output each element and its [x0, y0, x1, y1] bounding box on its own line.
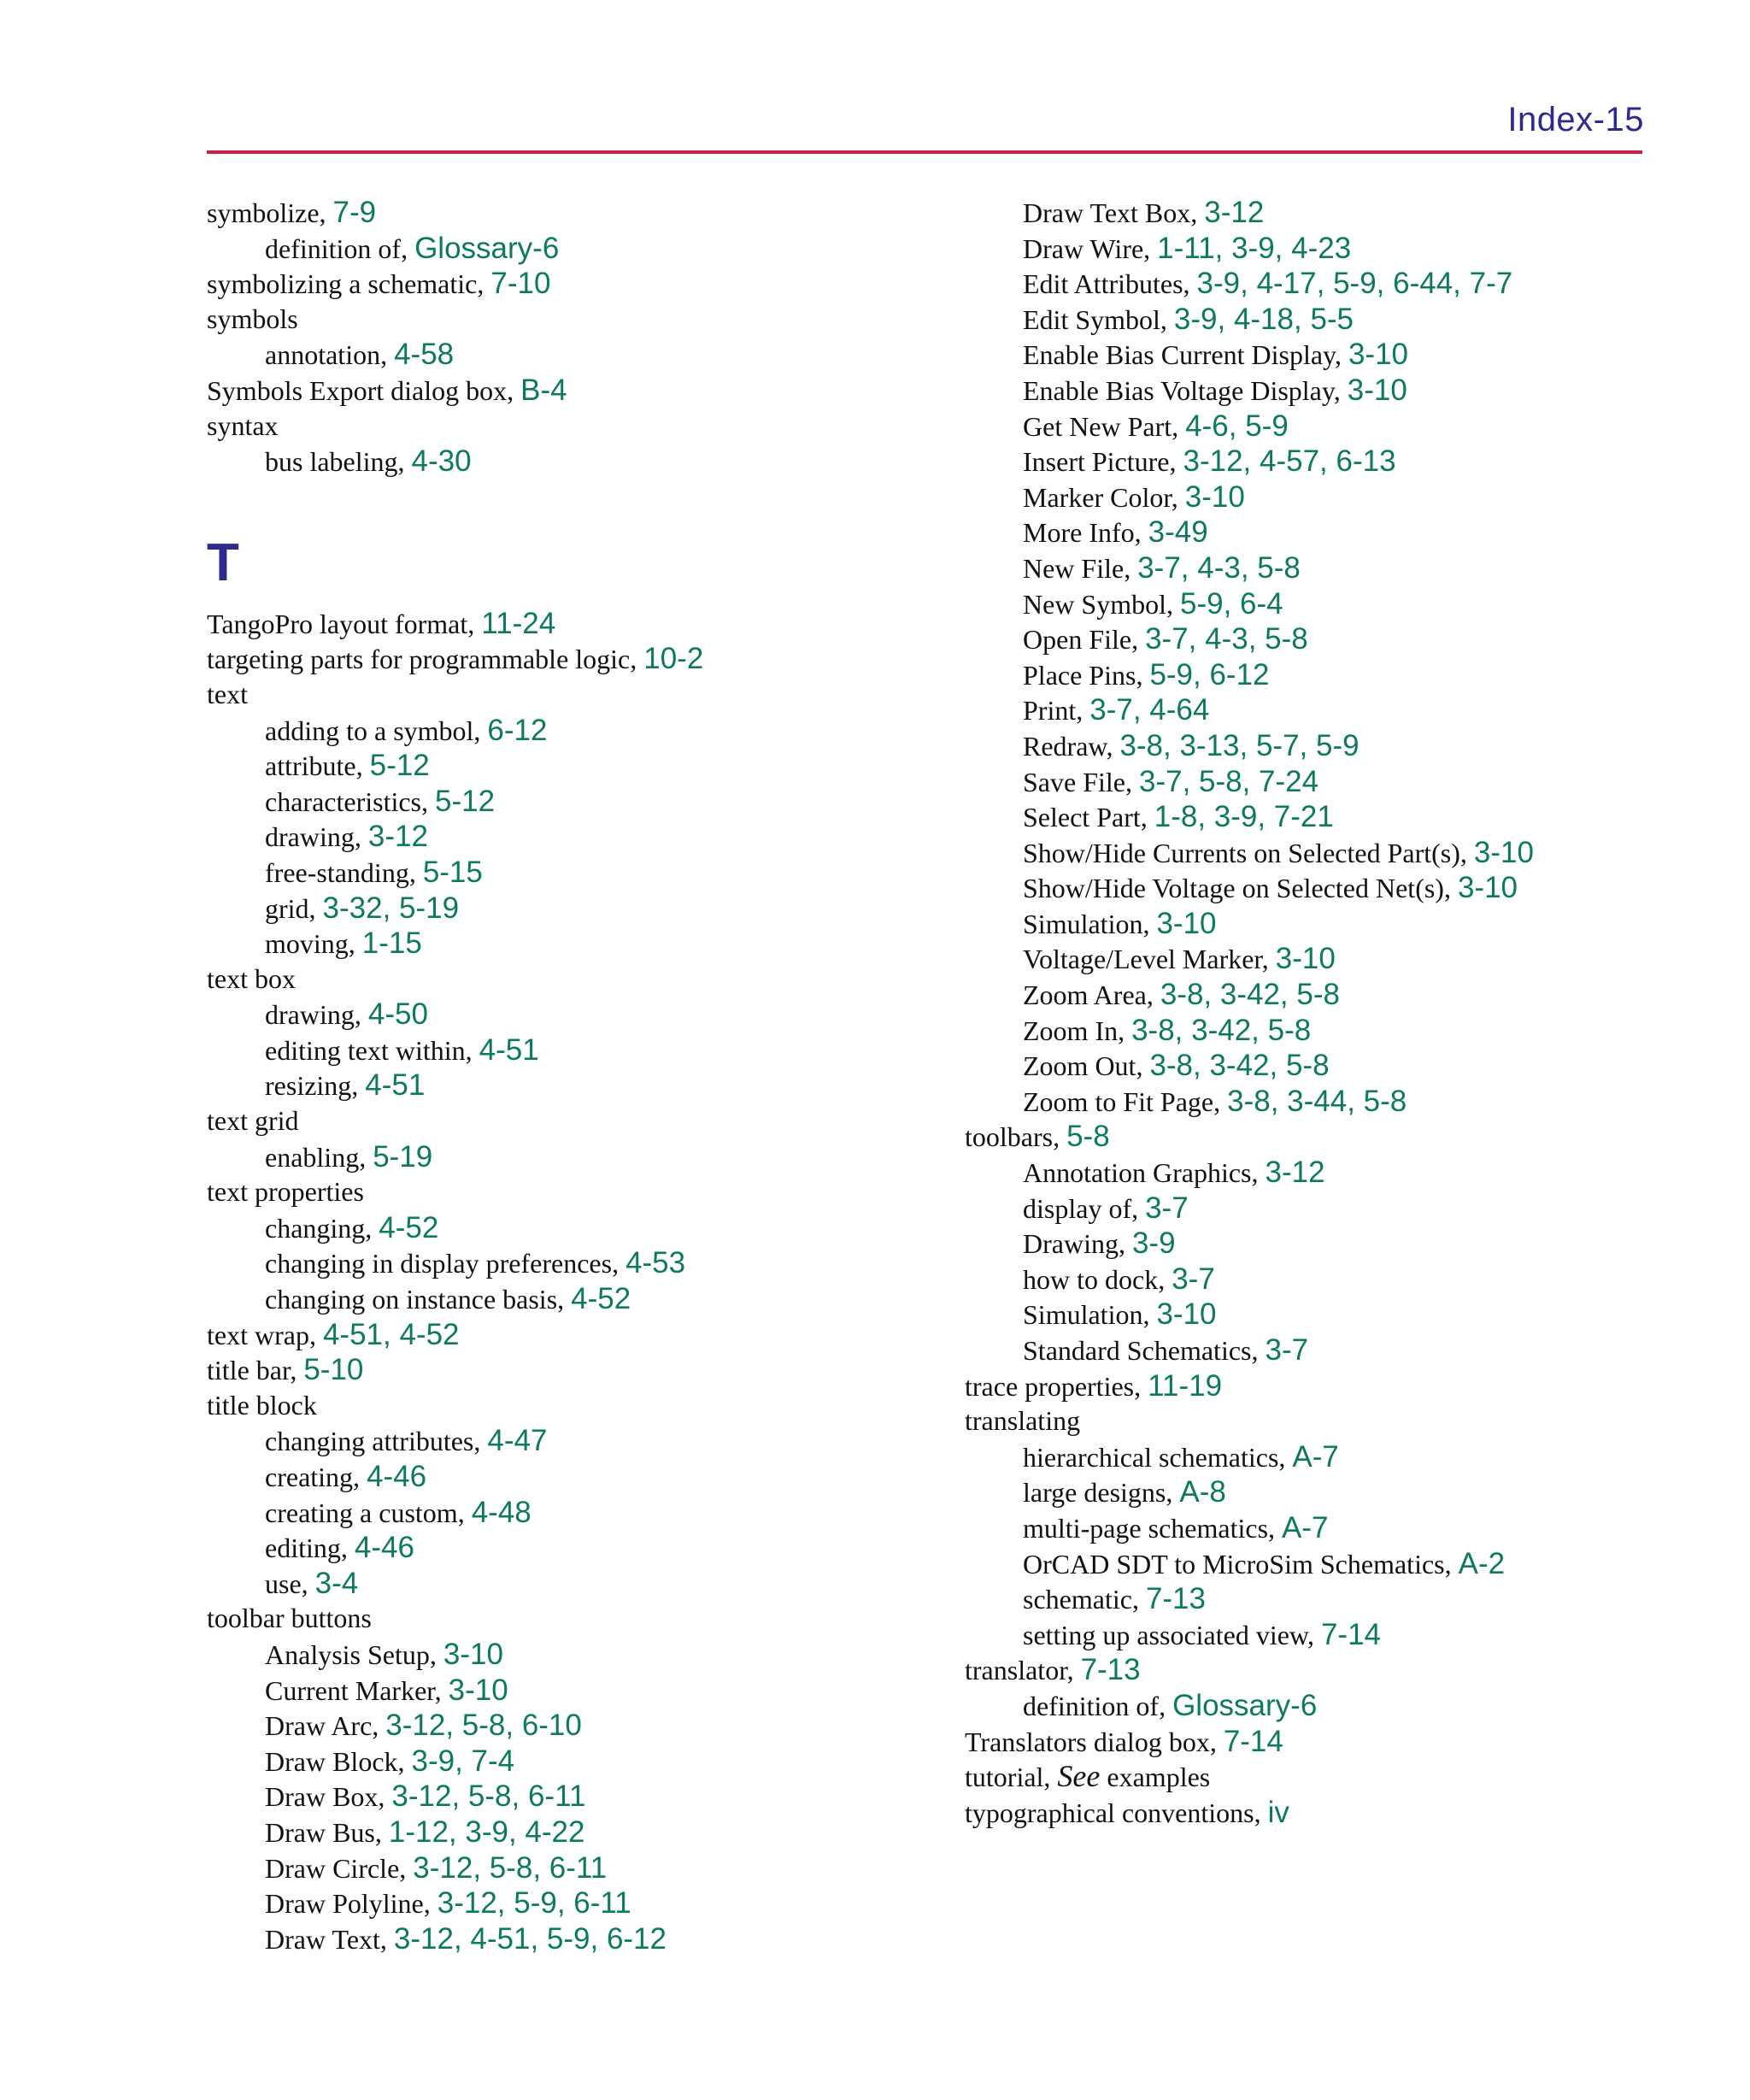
index-subentry [207, 748, 703, 784]
index-term: Zoom In, [1023, 1015, 1132, 1046]
page-reference-link[interactable]: 3-8, 3-42, 5-8 [1149, 1049, 1330, 1083]
index-subentry [207, 1530, 703, 1566]
index-term: Simulation, [1023, 908, 1157, 939]
index-term: symbols [207, 303, 298, 334]
index-term: Analysis Setup, [265, 1638, 443, 1670]
index-term: changing, [265, 1212, 379, 1244]
index-entry [207, 1352, 703, 1388]
index-subentry [965, 1048, 1534, 1084]
page-reference-link[interactable]: 4-53 [625, 1246, 686, 1280]
index-term: creating, [265, 1462, 367, 1492]
index-term: changing in display preferences, [265, 1248, 626, 1279]
index-term: Enable Bias Voltage Display, [1023, 374, 1348, 406]
page-reference-link[interactable]: 4-48 [471, 1495, 531, 1529]
index-term: syntax [207, 409, 279, 441]
index-subentry [965, 870, 1534, 906]
index-subentry [965, 586, 1534, 622]
page-reference-link[interactable]: 3-7 [1265, 1333, 1309, 1367]
page-reference-link[interactable]: 4-46 [367, 1460, 427, 1493]
page-reference-link[interactable]: 3-7, 4-64 [1089, 693, 1210, 727]
index-term: editing, [265, 1532, 355, 1564]
page-reference-link[interactable]: 7-10 [490, 267, 551, 301]
index-entry [207, 1388, 703, 1424]
index-subentry [207, 337, 703, 373]
index-term: Draw Wire, [1023, 232, 1158, 264]
index-subentry [965, 835, 1534, 871]
index-subentry [965, 231, 1534, 267]
page-reference-link[interactable]: 3-7 [1172, 1262, 1215, 1296]
page-reference-link[interactable]: 4-50 [367, 997, 428, 1032]
page-reference-link[interactable]: 3-12 [367, 820, 428, 854]
index-subentry [207, 784, 703, 820]
page-reference-link[interactable]: 11-24 [481, 606, 556, 640]
page-reference-link[interactable]: 4-51 [479, 1032, 539, 1067]
index-term: Enable Bias Current Display, [1023, 339, 1348, 371]
index-term: text [207, 678, 248, 709]
index-term: text box [207, 962, 296, 994]
page-reference-link[interactable]: 3-10 [1348, 338, 1409, 372]
header-rule [207, 150, 1642, 154]
index-subentry [965, 764, 1534, 800]
index-term: TangoPro layout format, [207, 608, 482, 639]
page-reference-link[interactable]: 3-10 [1184, 479, 1245, 514]
index-entry [965, 1759, 1534, 1795]
page-reference-link[interactable]: 4-47 [487, 1424, 548, 1458]
page-reference-link[interactable]: 3-32, 5-19 [322, 891, 460, 925]
index-entry [207, 302, 703, 338]
index-subentry [965, 444, 1534, 479]
index-term: Symbols Export dialog box, [207, 374, 521, 406]
index-term: targeting parts for programmable logic, [207, 644, 644, 675]
index-term: adding to a symbol, [265, 715, 488, 746]
page-reference-link[interactable]: 3-12, 5-8, 6-11 [391, 1779, 586, 1814]
page-reference-link[interactable]: 7-14 [1320, 1617, 1382, 1651]
index-term: toolbar buttons [207, 1603, 372, 1634]
index-entry [207, 195, 703, 231]
index-term: Draw Text Box, [1023, 197, 1205, 228]
page-reference-link[interactable]: A-7 [1292, 1439, 1339, 1474]
index-subentry [965, 941, 1534, 977]
index-term: Draw Circle, [265, 1852, 414, 1884]
index-term: Print, [1023, 695, 1090, 726]
index-subentry [207, 1673, 703, 1709]
page-reference-link[interactable]: A-2 [1458, 1546, 1506, 1580]
index-term: Marker Color, [1023, 481, 1185, 513]
index-term: Draw Bus, [265, 1816, 389, 1848]
index-term: changing on instance basis, [265, 1284, 572, 1315]
index-term: annotation, [265, 339, 395, 371]
page-reference-link[interactable]: 11-19 [1148, 1368, 1223, 1403]
index-term: text grid [207, 1105, 299, 1137]
index-column-right [965, 195, 1534, 1830]
index-entry [207, 677, 703, 713]
index-term: definition of, [1023, 1690, 1173, 1721]
index-term: Current Marker, [265, 1674, 449, 1706]
page-reference-link[interactable]: 4-6, 5-9 [1185, 409, 1289, 443]
index-term: definition of, [265, 232, 415, 264]
index-subentry [965, 266, 1534, 302]
index-term: Place Pins, [1023, 659, 1150, 691]
index-entry [965, 1368, 1534, 1404]
page-reference-link[interactable]: 3-4 [314, 1566, 359, 1600]
index-term: Zoom Area, [1023, 979, 1160, 1011]
page-reference-link[interactable]: 3-7 [1145, 1191, 1189, 1225]
page-reference-link[interactable]: 5-19 [373, 1139, 433, 1174]
index-term: large designs, [1023, 1477, 1180, 1509]
index-subentry [207, 1815, 703, 1850]
page-reference-link[interactable]: 3-12, 4-57, 6-13 [1183, 444, 1396, 479]
page-reference-link[interactable]: 3-10 [1457, 871, 1518, 905]
index-subentry [965, 1191, 1534, 1226]
index-subentry [207, 1921, 703, 1957]
index-subentry [965, 1617, 1534, 1653]
index-term: Voltage/Level Marker, [1023, 944, 1276, 975]
page-reference-link[interactable]: 6-12 [487, 713, 548, 747]
index-entry [965, 1652, 1534, 1688]
index-entry [207, 1317, 703, 1353]
index-subentry [207, 1850, 703, 1886]
index-subentry [965, 1546, 1534, 1582]
index-term: typographical conventions, [965, 1797, 1268, 1828]
index-term: title bar, [207, 1355, 304, 1386]
index-term: Drawing, [1023, 1228, 1132, 1260]
index-term: schematic, [1023, 1584, 1146, 1615]
page-reference-link[interactable]: 3-7, 4-3, 5-8 [1137, 550, 1301, 585]
page-reference-link[interactable]: 4-51, 4-52 [322, 1317, 460, 1351]
index-subentry [965, 1474, 1534, 1510]
page-reference-link[interactable]: 5-12 [435, 784, 496, 818]
page-reference-link[interactable]: 3-12, 4-51, 5-9, 6-12 [393, 1921, 667, 1956]
index-subentry [965, 1439, 1534, 1475]
index-subentry [207, 926, 703, 962]
index-term: display of, [1023, 1192, 1146, 1224]
page-reference-link[interactable]: 7-13 [1145, 1582, 1206, 1616]
page-reference-link[interactable]: A-8 [1179, 1475, 1226, 1509]
index-entry [207, 1174, 703, 1210]
page-reference-link[interactable]: 3-9 [1131, 1226, 1176, 1261]
index-entry [207, 1601, 703, 1637]
index-subentry [965, 515, 1534, 550]
index-term: Draw Polyline, [265, 1888, 438, 1920]
index-entry [207, 962, 703, 997]
index-term: Simulation, [1023, 1299, 1157, 1331]
page-reference-link[interactable]: 4-58 [394, 338, 455, 372]
page-reference-link[interactable]: 4-51 [365, 1068, 426, 1103]
page-reference-link[interactable]: 3-10 [1156, 1297, 1217, 1332]
index-term: bus labeling, [265, 446, 412, 478]
index-term: Draw Text, [265, 1923, 394, 1955]
index-term: Translators dialog box, [965, 1726, 1224, 1757]
page-reference-link[interactable]: 3-7, 4-3, 5-8 [1145, 622, 1308, 656]
page-reference-link[interactable]: 3-9, 4-17, 5-9, 6-44, 7-7 [1196, 267, 1513, 301]
index-subentry [965, 373, 1534, 409]
page-reference-link[interactable]: 3-12 [1265, 1156, 1325, 1190]
index-term: New File, [1023, 552, 1138, 584]
page-reference-link[interactable]: 7-9 [332, 196, 377, 229]
page-reference-link[interactable]: Glossary-6 [1172, 1688, 1318, 1722]
page-reference-link[interactable]: 1-12, 3-9, 4-22 [388, 1815, 585, 1849]
index-subentry [965, 1297, 1534, 1332]
index-subentry [965, 621, 1534, 657]
section-letter: T [207, 532, 239, 592]
index-term: Draw Block, [265, 1745, 412, 1777]
index-subentry [965, 1013, 1534, 1049]
index-subentry [207, 1744, 703, 1779]
page-reference-link[interactable]: 3-10 [1275, 942, 1336, 976]
index-subentry [965, 799, 1534, 835]
index-term: characteristics, [265, 785, 435, 817]
index-term: text wrap, [207, 1319, 323, 1350]
index-term: symbolizing a schematic, [207, 268, 491, 300]
index-entry [965, 1403, 1534, 1439]
index-subentry [965, 728, 1534, 764]
page-reference-link[interactable]: 3-8, 3-42, 5-8 [1160, 978, 1340, 1012]
page-reference-link[interactable]: 5-15 [422, 855, 483, 889]
index-term: New Symbol, [1023, 588, 1180, 620]
index-entry [207, 641, 703, 677]
page-reference-link[interactable]: iv [1267, 1795, 1289, 1829]
index-entry [207, 373, 703, 409]
index-subentry [207, 231, 703, 267]
page-reference-link[interactable]: 7-14 [1223, 1724, 1283, 1758]
index-subentry [965, 1581, 1534, 1617]
index-term: translator, [965, 1655, 1081, 1686]
page-reference-link[interactable]: 7-13 [1080, 1653, 1141, 1687]
index-term: Draw Arc, [265, 1710, 386, 1742]
index-term: attribute, [265, 750, 370, 782]
index-term: drawing, [265, 999, 368, 1031]
index-entry [965, 1724, 1534, 1760]
page-reference-link[interactable]: 3-9, 4-18, 5-5 [1173, 302, 1354, 336]
index-term: Draw Box, [265, 1781, 392, 1813]
index-subentry [207, 444, 703, 479]
index-term: creating a custom, [265, 1497, 472, 1528]
index-term: text properties [207, 1176, 364, 1208]
index-subentry [207, 1423, 703, 1459]
index-term: Open File, [1023, 624, 1146, 656]
page-reference-link[interactable]: 3-12, 5-8, 6-11 [413, 1850, 608, 1885]
index-term: Select Part, [1023, 802, 1154, 833]
index-term: Standard Schematics, [1023, 1335, 1266, 1366]
page-reference-link[interactable]: B-4 [520, 373, 567, 407]
index-term: Zoom to Fit Page, [1023, 1085, 1228, 1117]
index-subentry [965, 302, 1534, 338]
page-reference-link[interactable]: A-7 [1282, 1510, 1329, 1544]
index-subentry [207, 1281, 703, 1317]
page-reference-link[interactable]: 3-10 [1473, 835, 1534, 869]
index-subentry [207, 1779, 703, 1815]
index-subentry [965, 550, 1534, 586]
index-subentry [965, 906, 1534, 942]
page-reference-link[interactable]: 3-10 [443, 1637, 503, 1671]
index-term: multi-page schematics, [1023, 1512, 1283, 1544]
index-column-left [207, 195, 703, 1956]
page-reference-link[interactable]: 5-12 [369, 749, 430, 783]
index-subentry [207, 1210, 703, 1246]
index-subentry [207, 1032, 703, 1068]
index-term: editing text within, [265, 1034, 479, 1066]
index-subentry [207, 1459, 703, 1495]
index-term: enabling, [265, 1141, 373, 1173]
index-subentry [965, 479, 1534, 515]
page-reference-link[interactable]: 1-8, 3-9, 7-21 [1154, 800, 1334, 834]
page-reference-link[interactable]: 4-52 [379, 1210, 439, 1244]
index-subentry [207, 1495, 703, 1531]
page-reference-link[interactable]: 3-10 [1347, 373, 1407, 407]
page-reference-link[interactable]: 4-46 [354, 1531, 414, 1565]
index-subentry [965, 337, 1534, 373]
index-subentry [965, 1262, 1534, 1297]
index-term: symbolize, [207, 197, 333, 228]
index-entry [965, 1119, 1534, 1155]
index-subentry [965, 409, 1534, 444]
index-term: title block [207, 1389, 317, 1421]
index-term: Save File, [1023, 766, 1139, 797]
index-subentry [965, 1226, 1534, 1262]
index-subentry [965, 977, 1534, 1013]
page-reference-link[interactable]: 3-12 [1204, 196, 1265, 229]
page-reference-link[interactable]: 3-8, 3-42, 5-8 [1131, 1013, 1312, 1047]
index-term: Zoom Out, [1023, 1050, 1150, 1082]
page-reference-link[interactable]: 5-10 [303, 1353, 364, 1387]
page-reference-link[interactable]: 5-9, 6-12 [1149, 657, 1270, 691]
index-subentry [207, 1566, 703, 1602]
index-entry [207, 409, 703, 444]
index-subentry [965, 1084, 1534, 1120]
index-subentry [207, 891, 703, 926]
index-entry [965, 1795, 1534, 1831]
index-term: Show/Hide Currents on Selected Part(s), [1023, 837, 1474, 868]
page-reference-link[interactable]: Glossary-6 [414, 231, 560, 265]
index-subentry [965, 195, 1534, 231]
index-term: More Info, [1023, 517, 1148, 549]
index-term: Insert Picture, [1023, 446, 1183, 478]
page-reference-link[interactable]: 4-52 [571, 1282, 631, 1316]
index-subentry [207, 855, 703, 891]
page-reference-link[interactable]: 3-12, 5-9, 6-11 [437, 1886, 631, 1921]
index-subentry [207, 819, 703, 855]
page-reference-link[interactable]: 3-8, 3-13, 5-7, 5-9 [1119, 728, 1359, 762]
index-subentry [207, 997, 703, 1032]
page-reference-link[interactable]: 1-11, 3-9, 4-23 [1157, 231, 1352, 265]
index-term: use, [265, 1568, 315, 1599]
index-term: Redraw, [1023, 730, 1120, 762]
index-subentry [207, 1245, 703, 1281]
index-term: changing attributes, [265, 1426, 488, 1457]
see-target: examples [1100, 1762, 1211, 1793]
index-subentry [207, 1885, 703, 1921]
page-reference-link[interactable]: 5-8 [1066, 1120, 1110, 1154]
page-reference-link[interactable]: 3-49 [1148, 515, 1208, 550]
index-term: Edit Symbol, [1023, 303, 1174, 335]
see-reference: See [1057, 1759, 1101, 1794]
page-number-label: Index-15 [1507, 101, 1644, 138]
index-term: setting up associated view, [1023, 1619, 1321, 1650]
page-reference-link[interactable]: 5-9, 6-4 [1180, 586, 1283, 621]
index-term: Annotation Graphics, [1023, 1157, 1266, 1189]
page-reference-link[interactable]: 3-8, 3-44, 5-8 [1227, 1084, 1407, 1118]
index-subentry [207, 1139, 703, 1175]
index-subentry [965, 657, 1534, 693]
index-subentry [207, 713, 703, 749]
page-reference-link[interactable]: 3-7, 5-8, 7-24 [1138, 764, 1319, 798]
index-term: toolbars, [965, 1121, 1067, 1153]
index-subentry [965, 1510, 1534, 1546]
index-term: grid, [265, 892, 323, 924]
index-subentry [965, 1688, 1534, 1724]
index-term: how to dock, [1023, 1263, 1172, 1295]
index-term: OrCAD SDT to MicroSim Schematics, [1023, 1548, 1459, 1579]
index-subentry [207, 1708, 703, 1744]
page-reference-link[interactable]: 3-9, 7-4 [411, 1744, 515, 1778]
page-reference-link[interactable]: 1-15 [361, 926, 422, 961]
index-term: hierarchical schematics, [1023, 1441, 1293, 1473]
page-reference-link[interactable]: 3-10 [448, 1673, 508, 1707]
index-term: Get New Part, [1023, 410, 1186, 442]
index-term: drawing, [265, 821, 368, 853]
index-term: moving, [265, 928, 362, 960]
index-term: Edit Attributes, [1023, 268, 1197, 300]
index-term: Show/Hide Voltage on Selected Net(s), [1023, 873, 1458, 904]
index-subentry [207, 1637, 703, 1673]
index-term: trace properties, [965, 1370, 1148, 1402]
page-reference-link[interactable]: 10-2 [643, 642, 704, 676]
page-reference-link[interactable]: 4-30 [411, 444, 472, 479]
page-reference-link[interactable]: 3-10 [1156, 906, 1217, 940]
index-subentry [965, 1332, 1534, 1368]
page-reference-link[interactable]: 3-12, 5-8, 6-10 [385, 1709, 582, 1743]
index-term: tutorial, [965, 1762, 1058, 1793]
index-term: resizing, [265, 1070, 366, 1102]
index-subentry [965, 692, 1534, 728]
index-subentry [965, 1155, 1534, 1191]
index-entry [207, 266, 703, 302]
index-subentry [207, 1068, 703, 1103]
index-term: free-standing, [265, 856, 423, 888]
index-term: translating [965, 1405, 1081, 1437]
index-entry [207, 606, 703, 642]
index-entry [207, 1103, 703, 1139]
